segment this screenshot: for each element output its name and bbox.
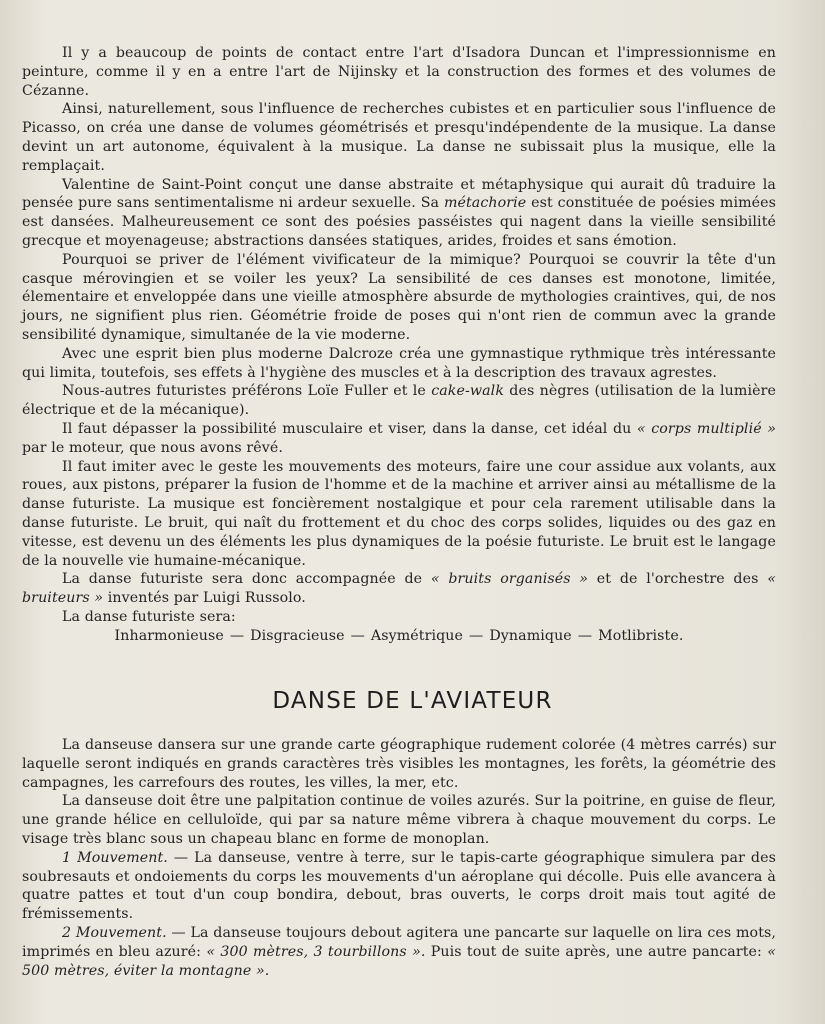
paragraph: La danse futuriste sera donc accompagnée de « bruits organisés » et de l'orchestre des « bruiteurs » inventés par Luigi Russolo. — [22, 571, 776, 607]
quality: Asymétrique — [370, 627, 464, 644]
paragraph: Pourquoi se priver de l'élément vivificateur de la mimique? Pourquoi se couvrir la tête d'un casque mérovingien et se voiler les yeux? La sensibilité de ces danses est monotone, limitée, élementaire et enveloppée dans une vieille atmosphère absurde de mythologies craintives, qui, de nos jours, ne signifient plus rien. Géométrie froide de poses qui n'ont rien de commun avec la grande sensibilité dynamique, simultanée de la vie moderne. — [22, 251, 776, 343]
paragraph: 1 Mouvement. — La danseuse, ventre à terre, sur le tapis-carte géographique simulera par des soubresauts et ondoiements du corps les mouvements d'un aéroplane qui décolle. Puis elle avancera à quatre pattes et tout d'un coup bondira, debout, bras ouverts, le corps droit mais tout agité de frémissements. — [22, 849, 776, 923]
paragraph: Nous-autres futuristes préférons Loïe Fuller et le cake-walk des nègres (utilisation de la lumière électrique et de la mécanique). — [22, 383, 776, 419]
paragraph: Il y a beaucoup de points de contact entre l'art d'Isadora Duncan et l'impressionnisme en peinture, comme il y en a entre l'art de Nijinsky et la construction des formes et des volumes de Cézanne. — [22, 45, 776, 99]
italic-term: « 500 mètres, éviter la montagne ». — [22, 943, 776, 979]
italic-term: « corps multiplié » — [636, 420, 777, 437]
quality: Dynamique — [489, 627, 572, 644]
italic-term: 1 Mouvement. — [62, 849, 168, 866]
italic-term: « bruiteurs » — [22, 571, 776, 607]
text-section-2 — [22, 736, 776, 980]
text-section-1 — [22, 44, 776, 646]
quality: Inharmonieuse — [114, 627, 224, 644]
italic-term: métachorie — [443, 195, 527, 212]
italic-term: « bruits organisés » — [430, 571, 589, 588]
paragraph: La danseuse dansera sur une grande carte géographique rudement colorée (4 mètres carrés) sur laquelle seront indiqués en grands caractères très visibles les montagnes, les forêts, la géométrie des campagnes, les carrefours des routes, les villes, la mer, etc. — [22, 737, 776, 791]
italic-term: 2 Mouvement. — [62, 924, 167, 941]
italic-term: « 300 mètres, 3 tourbillons ». — [206, 943, 426, 960]
paragraph: Valentine de Saint-Point conçut une danse abstraite et métaphysique qui aurait dû traduire la pensée pure sans sentimentalisme ni ardeur sexuelle. Sa métachorie est constituée de poésies mimées est dansées. Malheureusement ce sont des poésies passéistes qui nagent dans la vieille sensibilité grecque et moyenageuse; abstractions dansées statiques, arides, froides et sans émotion. — [22, 176, 777, 249]
paragraph: 2 Mouvement. — La danseuse toujours debout agitera une pancarte sur laquelle on lira ces mots, imprimés en bleu azuré: « 300 mètres, 3 tourbillons ». Puis tout de suite après, une autre pancarte: « 500 mètres, éviter la montagne ». — [22, 924, 776, 979]
section-heading: DANSE DE L'AVIATEUR — [272, 688, 553, 714]
quality: Disgracieuse — [250, 627, 345, 644]
paragraph: Il faut dépasser la possibilité musculaire et viser, dans la danse, cet idéal du « corps multiplié » par le moteur, que nous avons rêvé. — [22, 420, 777, 456]
qualities-list: Inharmonieuse — Disgracieuse — Asymétrique — Dynamique — Motlibriste. — [114, 627, 684, 644]
paragraph: Ainsi, naturellement, sous l'influence de recherches cubistes et en particulier sous l'influence de Picasso, on créa une danse de volumes géométrisés et presqu'indépendente de la musique. La danse devint un art autonome, équivalent à la musique. La danse ne subissait plus la musique, elle la remplaçait. — [22, 101, 776, 174]
italic-term: cake-walk — [431, 383, 505, 400]
paragraph: La danseuse doit être une palpitation continue de voiles azurés. Sur la poitrine, en guise de fleur, une grande hélice en celluloïde, qui par sa nature même vibrera à chaque mouvement du corps. Le visage très blanc sous un chapeau blanc en forme de monoplan. — [22, 793, 776, 847]
quality: Motlibriste. — [598, 627, 684, 644]
paragraph: Il faut imiter avec le geste les mouvements des moteurs, faire une cour assidue aux volants, aux roues, aux pistons, préparer la fusion de l'homme et de la machine et arriver ainsi au métallisme de la danse futuriste. La musique est foncièrement nostalgique et pour cela rarement utilisable dans la danse futuriste. Le bruit, qui naît du frottement et du choc des corps solides, liquides ou des gaz en vitesse, est devenu un des éléments les plus dynamiques de la poésie futuriste. Le bruit est le langage de la nouvelle vie humaine-mécanique. — [22, 458, 776, 569]
paragraph: La danse futuriste sera: — [62, 608, 236, 625]
paragraph: Avec une esprit bien plus moderne Dalcroze créa une gymnastique rythmique très intéressante qui limita, toutefois, ses effets à l'hygiène des muscles et à la description des travaux agrestes. — [22, 345, 776, 381]
